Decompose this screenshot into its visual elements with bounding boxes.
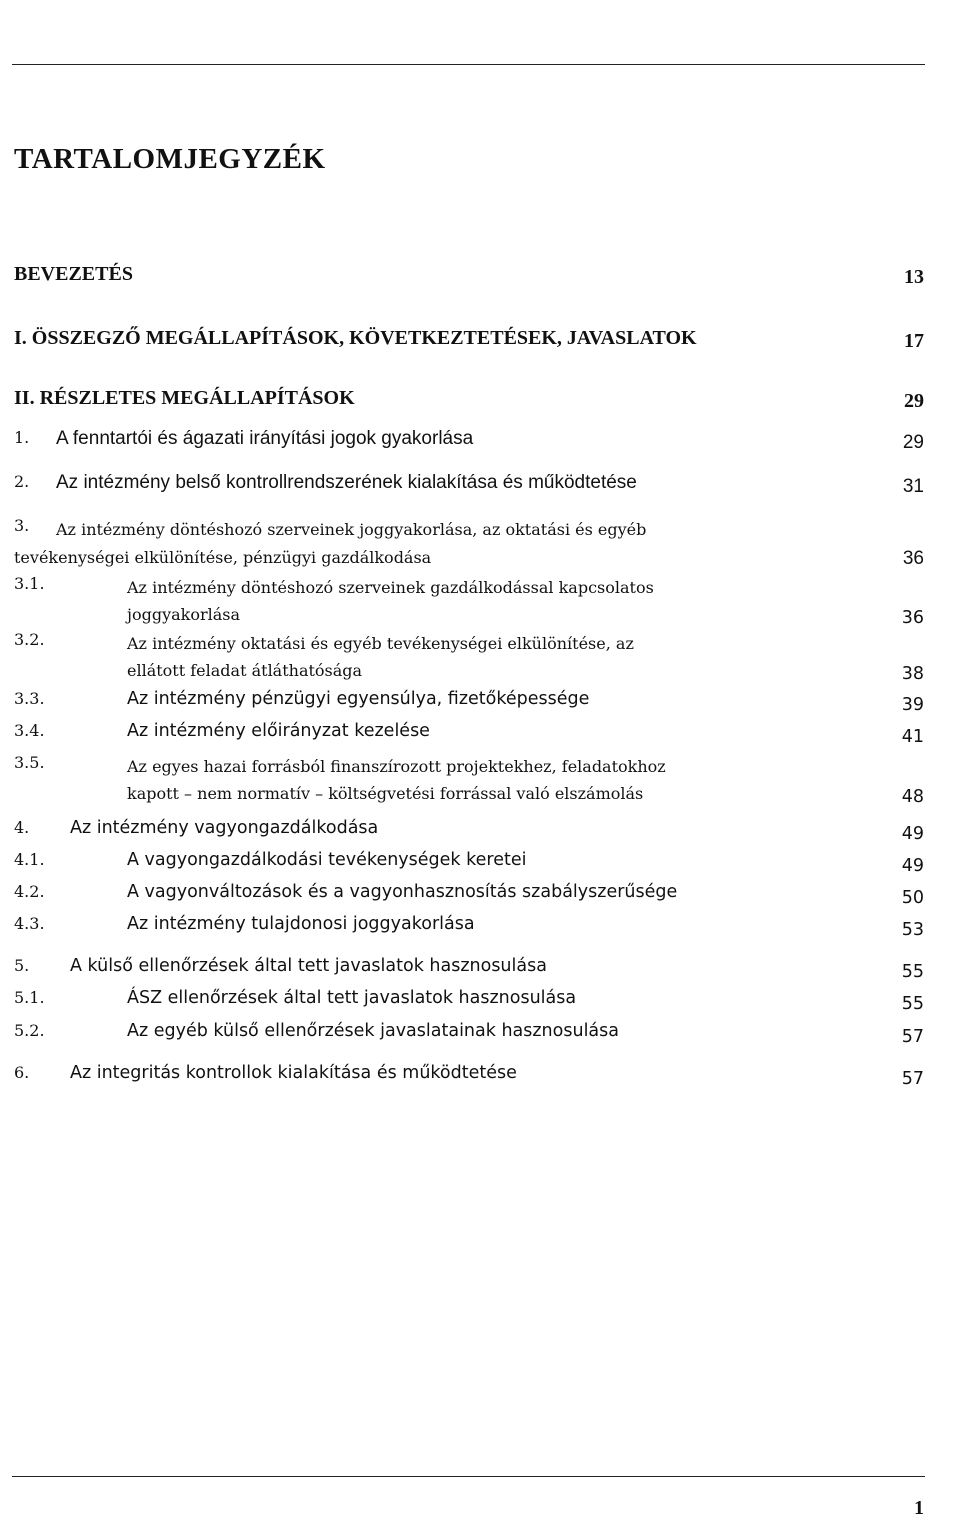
toc-entry-4-1[interactable] bbox=[14, 850, 924, 876]
toc-entry-text-line2: ellátott feladat átláthatósága bbox=[127, 661, 363, 680]
toc-entry-3-2[interactable] bbox=[14, 630, 924, 684]
toc-entry-4-2[interactable] bbox=[14, 882, 924, 908]
toc-entry-page: 36 bbox=[902, 548, 924, 569]
toc-entry-number: 3. bbox=[14, 516, 30, 535]
toc-entry-5[interactable] bbox=[14, 956, 924, 982]
toc-entry-5-1[interactable] bbox=[14, 988, 924, 1014]
toc-entry-text-line1: Az intézmény oktatási és egyéb tevékenységei elkülönítése, az bbox=[127, 634, 634, 653]
toc-entry-text-line2: kapott – nem normatív – költségvetési forrással való elszámolás bbox=[127, 784, 644, 803]
toc-entry-text: Az intézmény vagyongazdálkodása bbox=[70, 818, 379, 838]
toc-entry-text-line1: Az egyes hazai forrásból finanszírozott projektekhez, feladatokhoz bbox=[127, 757, 666, 776]
toc-entry-text: Az integritás kontrollok kialakítása és működtetése bbox=[70, 1063, 517, 1083]
toc-entry-2[interactable] bbox=[14, 472, 924, 498]
toc-entry-text: Az intézmény pénzügyi egyensúlya, fizetőképessége bbox=[127, 689, 590, 709]
toc-entry-page: 38 bbox=[901, 664, 924, 684]
toc-entry-page: 48 bbox=[901, 787, 924, 807]
toc-entry-page: 17 bbox=[904, 330, 924, 352]
toc-entry-number: 3.4. bbox=[14, 721, 45, 740]
toc-entry-page: 57 bbox=[901, 1069, 924, 1089]
toc-entry-page: 29 bbox=[902, 432, 924, 453]
toc-entry-text: A vagyongazdálkodási tevékenységek keretei bbox=[127, 850, 527, 870]
toc-entry-osszegzo[interactable] bbox=[14, 327, 924, 353]
toc-entry-text-line1: Az intézmény döntéshozó szerveinek joggyakorlása, az oktatási és egyéb bbox=[56, 520, 647, 539]
toc-entry-text: A fenntartói és ágazati irányítási jogok gyakorlása bbox=[56, 428, 474, 449]
toc-entry-number: 3.5. bbox=[14, 753, 45, 772]
toc-entry-text: II. RÉSZLETES MEGÁLLAPÍTÁSOK bbox=[14, 387, 355, 409]
toc-entry-3-4[interactable] bbox=[14, 721, 924, 747]
toc-entry-number: 5.1. bbox=[14, 988, 45, 1007]
toc-entry-number: 4.3. bbox=[14, 914, 45, 933]
toc-entry-number: 3.1. bbox=[14, 574, 45, 593]
toc-entry-text: Az intézmény tulajdonosi joggyakorlása bbox=[127, 914, 475, 934]
toc-entry-text: A vagyonváltozások és a vagyonhasznosítás szabályszerűsége bbox=[127, 882, 678, 902]
toc-entry-page: 36 bbox=[901, 608, 924, 628]
toc-entry-page: 57 bbox=[901, 1027, 924, 1047]
toc-entry-page: 55 bbox=[901, 962, 924, 982]
top-rule bbox=[12, 64, 925, 65]
toc-entry-text-line2: joggyakorlása bbox=[127, 605, 241, 624]
toc-entry-page: 49 bbox=[901, 824, 924, 844]
toc-entry-number: 2. bbox=[14, 472, 30, 491]
toc-entry-page: 53 bbox=[901, 920, 924, 940]
toc-entry-page: 13 bbox=[904, 266, 924, 288]
toc-entry-5-2[interactable] bbox=[14, 1021, 924, 1047]
toc-entry-number: 5. bbox=[14, 956, 30, 975]
toc-entry-number: 4.2. bbox=[14, 882, 45, 901]
toc-entry-page: 49 bbox=[901, 856, 924, 876]
toc-entry-page: 41 bbox=[901, 727, 924, 747]
toc-entry-page: 50 bbox=[901, 888, 924, 908]
toc-entry-reszletes[interactable] bbox=[14, 387, 924, 413]
toc-entry-text-line2: tevékenységei elkülönítése, pénzügyi gazdálkodása bbox=[14, 548, 432, 567]
toc-entry-number: 4. bbox=[14, 818, 30, 837]
toc-entry-number: 5.2. bbox=[14, 1021, 45, 1040]
toc-entry-text: Az intézmény belső kontrollrendszerének kialakítása és működtetése bbox=[56, 472, 637, 493]
toc-entry-number: 6. bbox=[14, 1063, 30, 1082]
toc-entry-number: 3.2. bbox=[14, 630, 45, 649]
toc-entry-text: A külső ellenőrzések által tett javaslatok hasznosulása bbox=[70, 956, 547, 976]
toc-entry-page: 31 bbox=[902, 476, 924, 497]
toc-entry-text: I. ÖSSZEGZŐ MEGÁLLAPÍTÁSOK, KÖVETKEZTETÉSEK, JAVASLATOK bbox=[14, 327, 697, 349]
toc-entry-number: 3.3. bbox=[14, 689, 45, 708]
bottom-rule bbox=[12, 1476, 925, 1477]
toc-entry-text: BEVEZETÉS bbox=[14, 263, 133, 285]
toc-entry-3[interactable] bbox=[14, 516, 924, 570]
toc-entry-page: 29 bbox=[904, 390, 924, 412]
toc-entry-4[interactable] bbox=[14, 818, 924, 844]
toc-entry-1[interactable] bbox=[14, 428, 924, 454]
page-title: TARTALOMJEGYZÉK bbox=[14, 143, 326, 175]
toc-entry-text: Az intézmény előirányzat kezelése bbox=[127, 721, 430, 741]
toc-entry-text: Az egyéb külső ellenőrzések javaslatainak hasznosulása bbox=[127, 1021, 619, 1041]
page-number: 1 bbox=[914, 1497, 924, 1519]
toc-entry-6[interactable] bbox=[14, 1063, 924, 1089]
toc-entry-3-3[interactable] bbox=[14, 689, 924, 715]
toc-entry-3-1[interactable] bbox=[14, 574, 924, 628]
toc-entry-number: 4.1. bbox=[14, 850, 45, 869]
toc-entry-bevezetes[interactable] bbox=[14, 263, 924, 289]
toc-entry-page: 55 bbox=[901, 994, 924, 1014]
toc-entry-3-5[interactable] bbox=[14, 753, 924, 807]
toc-entry-number: 1. bbox=[14, 428, 30, 447]
toc-entry-4-3[interactable] bbox=[14, 914, 924, 940]
toc-entry-text-line1: Az intézmény döntéshozó szerveinek gazdálkodással kapcsolatos bbox=[127, 578, 654, 597]
toc-entry-text: ÁSZ ellenőrzések által tett javaslatok hasznosulása bbox=[127, 988, 577, 1008]
toc-entry-page: 39 bbox=[901, 695, 924, 715]
